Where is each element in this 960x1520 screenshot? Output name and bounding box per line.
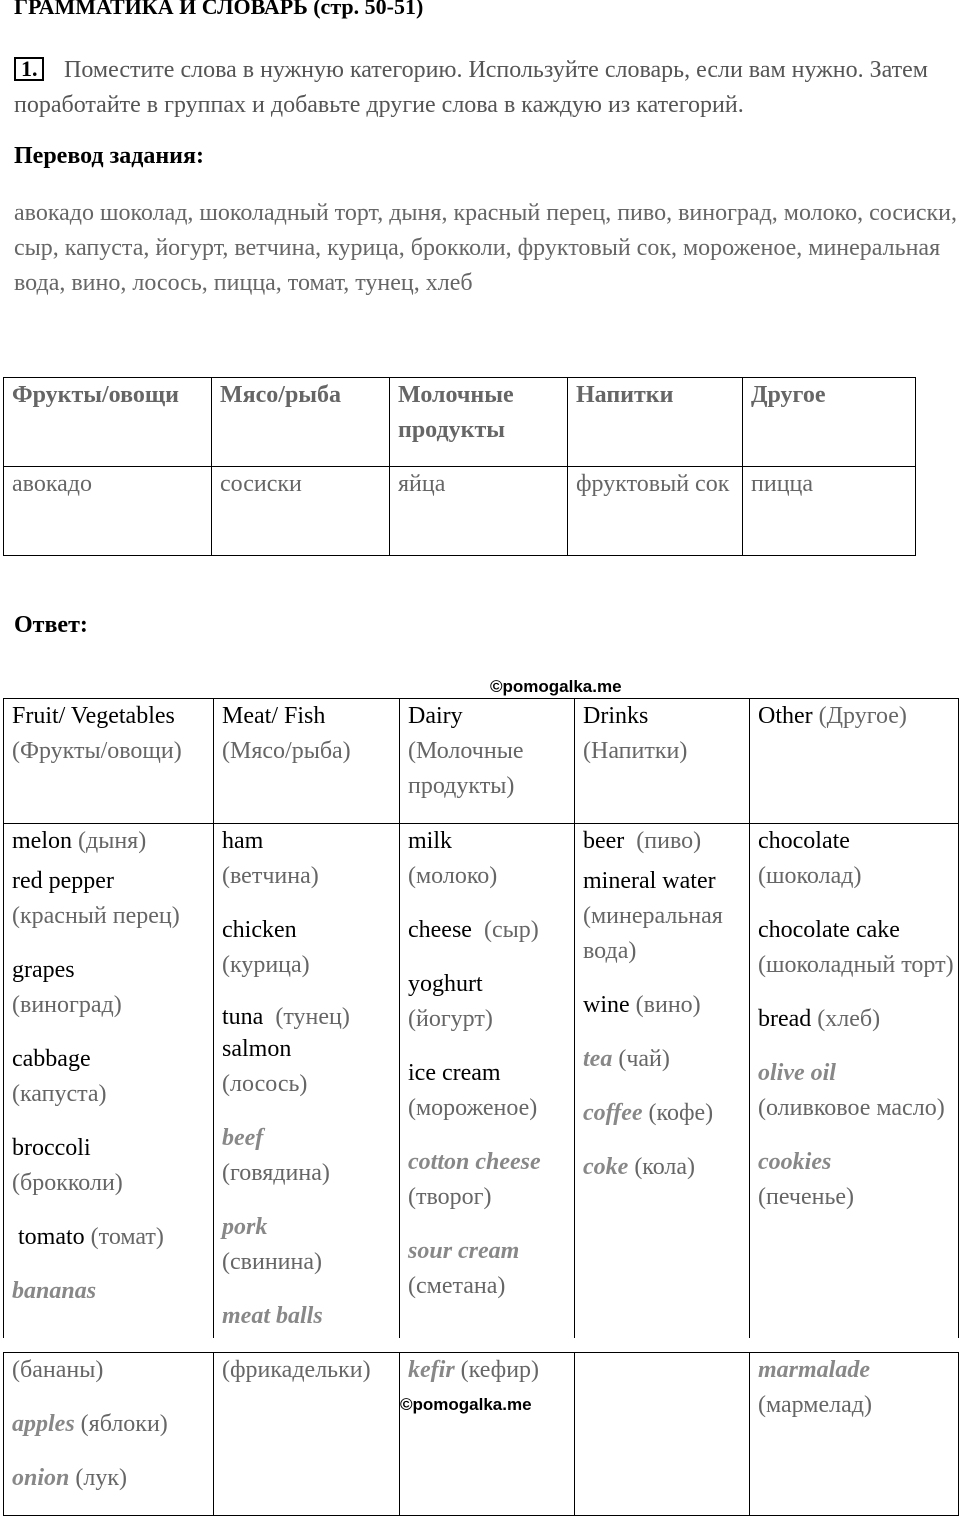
list-item: wine (вино) <box>583 992 701 1018</box>
list-item: ham (ветчина) <box>222 828 319 889</box>
list-item: coffee (кофе) <box>583 1100 714 1126</box>
list-item: bread (хлеб) <box>758 1006 881 1032</box>
list-item: sour cream (сметана) <box>408 1238 520 1299</box>
list-item: meat balls <box>222 1303 323 1329</box>
task-cell: яйца <box>390 467 568 556</box>
answer-table-continued <box>3 1352 959 1516</box>
list-item: ice cream (мороженое) <box>408 1060 538 1121</box>
list-item: beer (пиво) <box>583 828 702 854</box>
list-item: melon (дыня) <box>12 828 147 854</box>
task-number: 1. <box>21 56 38 81</box>
list-item: red pepper (красный перец) <box>12 868 180 929</box>
task-header-cell: Молочные продукты <box>390 378 568 467</box>
list-item: chocolate cake (шоколадный торт) <box>758 917 954 978</box>
list-item: cabbage (капуста) <box>12 1046 107 1107</box>
task-cell: сосиски <box>212 467 390 556</box>
header-dairy: Dairy (Молочные продукты) <box>400 699 575 824</box>
list-item: apples (яблоки) <box>12 1411 168 1437</box>
page-title: ГРАММАТИКА И СЛОВАРЬ (стр. 50-51) <box>14 0 424 19</box>
meat-column <box>214 824 400 1339</box>
task-table-header <box>4 378 916 467</box>
list-item: broccoli (брокколи) <box>12 1135 123 1196</box>
word-list: авокадо шоколад, шоколадный торт, дыня, красный перец, пиво, виноград, молоко, сосиски, сыр, капуста, йогурт, ветчина, курица, брокколи, фруктовый сок, мороженое, минеральная вода, вино, лосось, пицца, томат, тунец, хлеб <box>14 200 957 296</box>
list-item: marmalade (мармелад) <box>758 1357 872 1418</box>
task-table <box>3 377 916 556</box>
list-item: onion (лук) <box>12 1465 127 1491</box>
task-cell: авокадо <box>4 467 212 556</box>
answer-table <box>3 698 959 1338</box>
list-item: milk (молоко) <box>408 828 498 889</box>
list-item: coke (кола) <box>583 1154 696 1180</box>
list-item: cheese (сыр) <box>408 917 539 943</box>
list-item: kefir (кефир) <box>408 1357 540 1383</box>
list-item: beef (говядина) <box>222 1125 330 1186</box>
list-item: tomato (томат) <box>18 1224 164 1250</box>
header-fruit: Fruit/ Vegetables (Фрукты/овощи) <box>4 699 214 824</box>
list-item: olive oil (оливковое масло) <box>758 1060 945 1121</box>
list-item: tea (чай) <box>583 1046 670 1072</box>
list-item: tuna (тунец) <box>222 1004 350 1030</box>
meat-column-cont <box>214 1353 400 1516</box>
task-cell: фруктовый сок <box>568 467 743 556</box>
list-item: chicken (курица) <box>222 917 310 978</box>
other-column-cont <box>750 1353 959 1516</box>
fruit-column-cont <box>4 1353 214 1516</box>
list-item: salmon (лосось) <box>222 1036 308 1097</box>
list-item: chocolate (шоколад) <box>758 828 862 889</box>
task-header-cell: Мясо/рыба <box>212 378 390 467</box>
list-item: pork (свинина) <box>222 1214 322 1275</box>
header-drinks: Drinks (Напитки) <box>575 699 750 824</box>
list-item: cookies (печенье) <box>758 1149 855 1210</box>
dairy-column <box>400 824 575 1339</box>
list-item: bananas <box>12 1278 97 1304</box>
answer-heading: Ответ: <box>14 612 88 638</box>
drinks-column <box>575 824 750 1339</box>
fruit-column <box>4 824 214 1339</box>
list-item: (фрикадельки) <box>222 1357 371 1383</box>
header-other: Other (Другое) <box>750 699 959 824</box>
list-item: mineral water (минеральная вода) <box>583 868 723 964</box>
other-column <box>750 824 959 1339</box>
task-header-cell: Фрукты/овощи <box>4 378 212 467</box>
list-item: cotton cheese (творог) <box>408 1149 541 1210</box>
task-text: Поместите слова в нужную категорию. Используйте словарь, если вам нужно. Затем поработайте в группах и добавьте другие слова в каждую из категорий. <box>14 57 928 118</box>
list-item: grapes (виноград) <box>12 957 122 1018</box>
answer-table-header <box>4 699 959 824</box>
list-item: yoghurt (йогурт) <box>408 971 493 1032</box>
task-cell: пицца <box>743 467 916 556</box>
header-meat: Meat/ Fish (Мясо/рыба) <box>214 699 400 824</box>
task-table-row <box>4 467 916 556</box>
translation-heading: Перевод задания: <box>14 143 204 169</box>
list-item: (бананы) <box>12 1357 104 1383</box>
task-header-cell: Другое <box>743 378 916 467</box>
task-header-cell: Напитки <box>568 378 743 467</box>
answer-table-body <box>4 824 959 1339</box>
watermark-2: ©pomogalka.me <box>400 1395 532 1414</box>
answer-table-continued-row <box>4 1353 959 1516</box>
dairy-column-cont <box>400 1353 575 1516</box>
drinks-column-cont <box>575 1353 750 1516</box>
watermark: ©pomogalka.me <box>490 677 622 696</box>
